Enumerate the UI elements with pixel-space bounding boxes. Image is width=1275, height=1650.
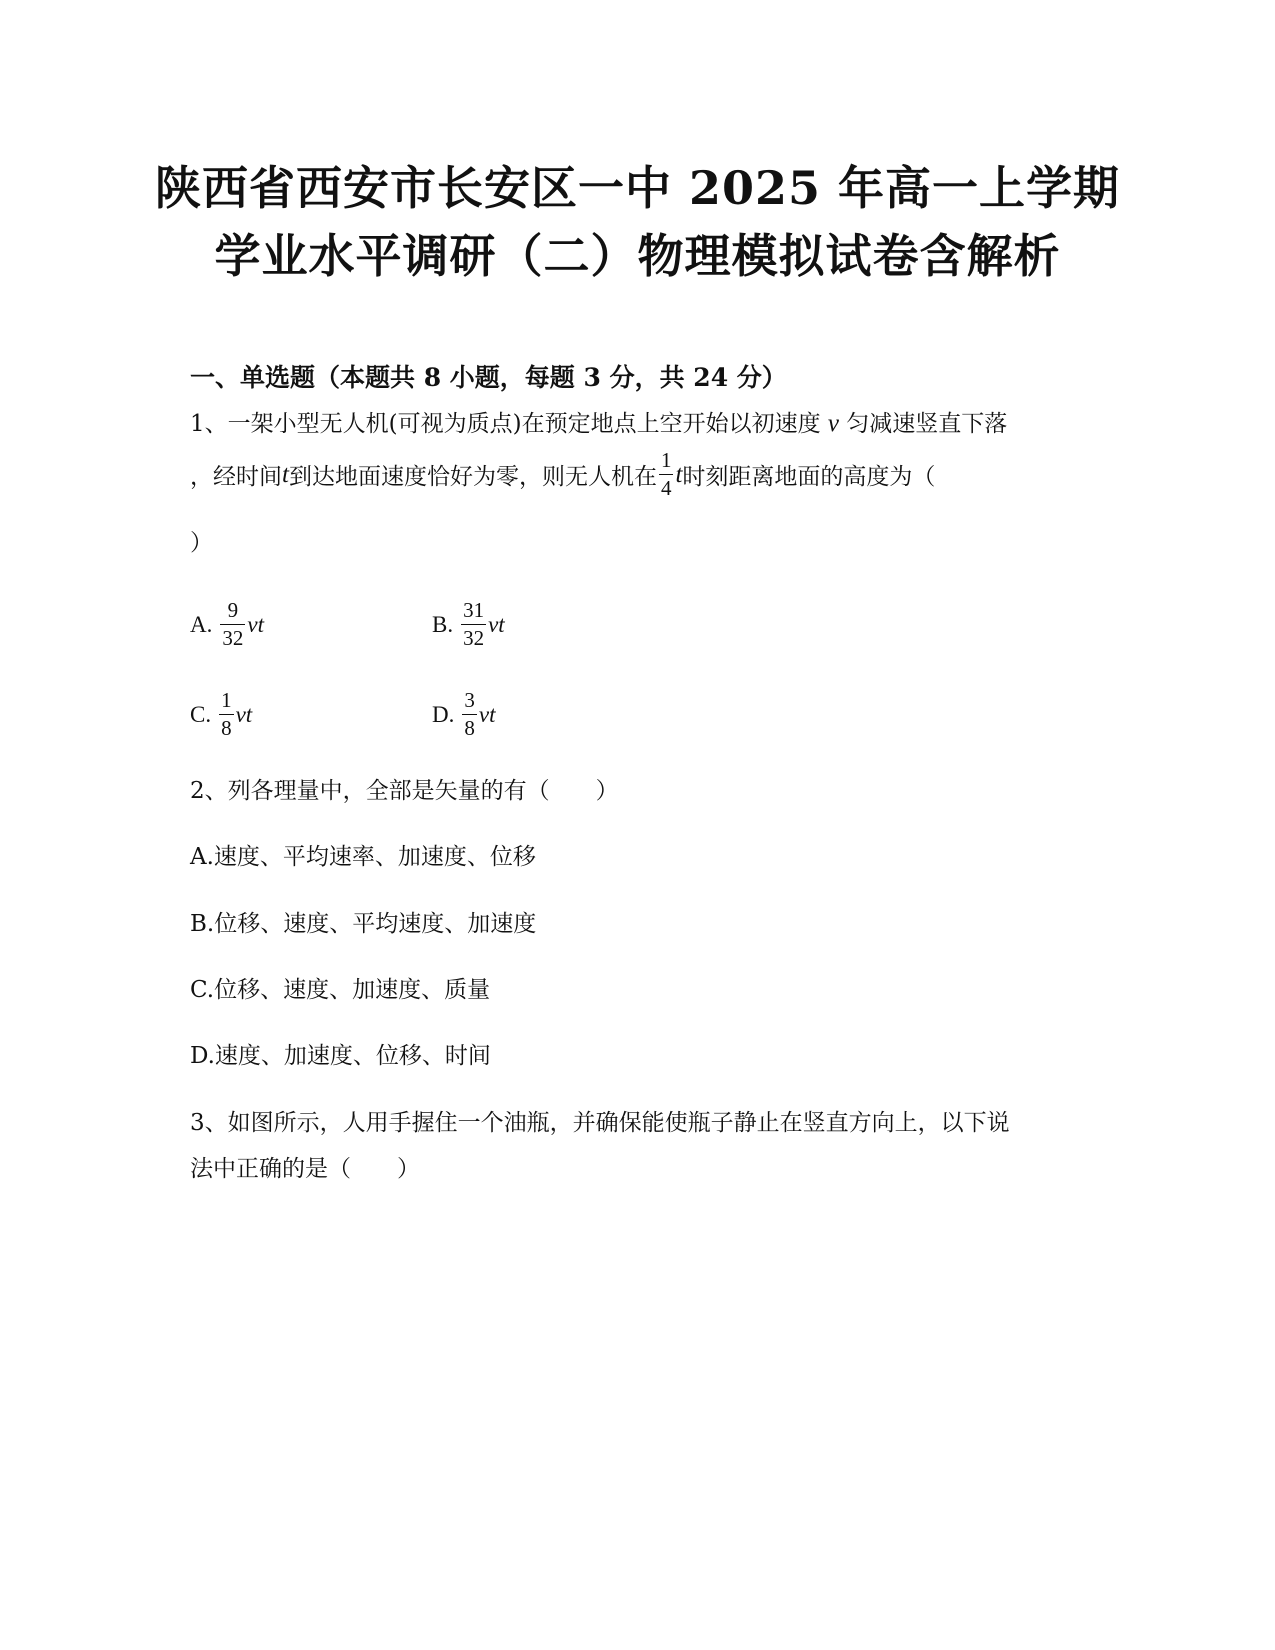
- option-variable: vt: [247, 611, 264, 637]
- q1-option-c[interactable]: [190, 690, 252, 739]
- q1-text-3: ，经时间: [190, 464, 282, 490]
- option-letter: C.: [190, 701, 212, 727]
- option-fraction: [461, 600, 486, 649]
- document-title-line-1: 陕西省西安市长安区一中 2025 年高一上学期: [154, 161, 1121, 215]
- document-title-line-2: 学业水平调研（二）物理模拟试卷含解析: [214, 229, 1061, 283]
- section-heading: 一、单选题（本题共 8 小题，每题 3 分，共 24 分）: [190, 363, 787, 392]
- q1-text-4: 到达地面速度恰好为零，则无人机在: [288, 464, 657, 490]
- q1-fraction: [659, 450, 674, 499]
- option-variable: vt: [478, 701, 496, 727]
- q3-stem-line-2: 法中正确的是（ ）: [190, 1156, 420, 1182]
- q1-line-2: [190, 450, 935, 499]
- q1-fraction-numerator: 1: [659, 450, 674, 475]
- fraction-numerator: 1: [219, 690, 234, 715]
- option-letter: B.: [432, 611, 454, 637]
- option-variable: vt: [488, 611, 505, 637]
- q1-line-3: ）: [190, 530, 213, 556]
- q1-var-t2: t: [675, 460, 683, 488]
- q2-option-c[interactable]: C.位移、速度、加速度、质量: [190, 977, 491, 1003]
- option-fraction: [462, 690, 477, 739]
- q3-stem-line-1: 3、如图所示，人用手握住一个油瓶，并确保能使瓶子静止在竖直方向上，以下说: [190, 1110, 1010, 1136]
- q2-option-a[interactable]: A.速度、平均速率、加速度、位移: [190, 844, 536, 870]
- fraction-denominator: 8: [221, 716, 232, 740]
- option-letter: A.: [190, 611, 213, 637]
- q1-option-b[interactable]: [432, 600, 505, 649]
- q1-text-1: 1、一架小型无人机(可视为质点)在预定地点上空开始以初速度: [190, 411, 828, 437]
- q2-stem: 2、列各理量中，全部是矢量的有（ ）: [190, 778, 619, 804]
- option-fraction: [220, 600, 245, 649]
- option-letter: D.: [432, 701, 455, 727]
- q1-var-v: v: [827, 410, 839, 437]
- q2-option-b[interactable]: B.位移、速度、平均速度、加速度: [190, 911, 537, 937]
- q1-option-a[interactable]: [190, 600, 264, 649]
- fraction-denominator: 32: [222, 626, 244, 650]
- q1-text-2: 匀减速竖直下落: [839, 411, 1008, 437]
- option-fraction: [219, 690, 234, 739]
- q2-option-d[interactable]: D.速度、加速度、位移、时间: [190, 1043, 491, 1069]
- option-variable: vt: [235, 701, 253, 727]
- q1-var-t: t: [282, 460, 289, 488]
- fraction-denominator: 32: [463, 626, 485, 650]
- fraction-numerator: 3: [462, 690, 477, 715]
- q1-text-5: 时刻距离地面的高度为（: [682, 464, 936, 490]
- fraction-denominator: 8: [464, 716, 475, 740]
- q1-fraction-denominator: 4: [660, 476, 672, 500]
- fraction-numerator: 9: [220, 600, 245, 625]
- fraction-numerator: 31: [461, 600, 486, 625]
- q1-line-1: [190, 405, 1007, 438]
- q1-option-d[interactable]: [432, 690, 495, 739]
